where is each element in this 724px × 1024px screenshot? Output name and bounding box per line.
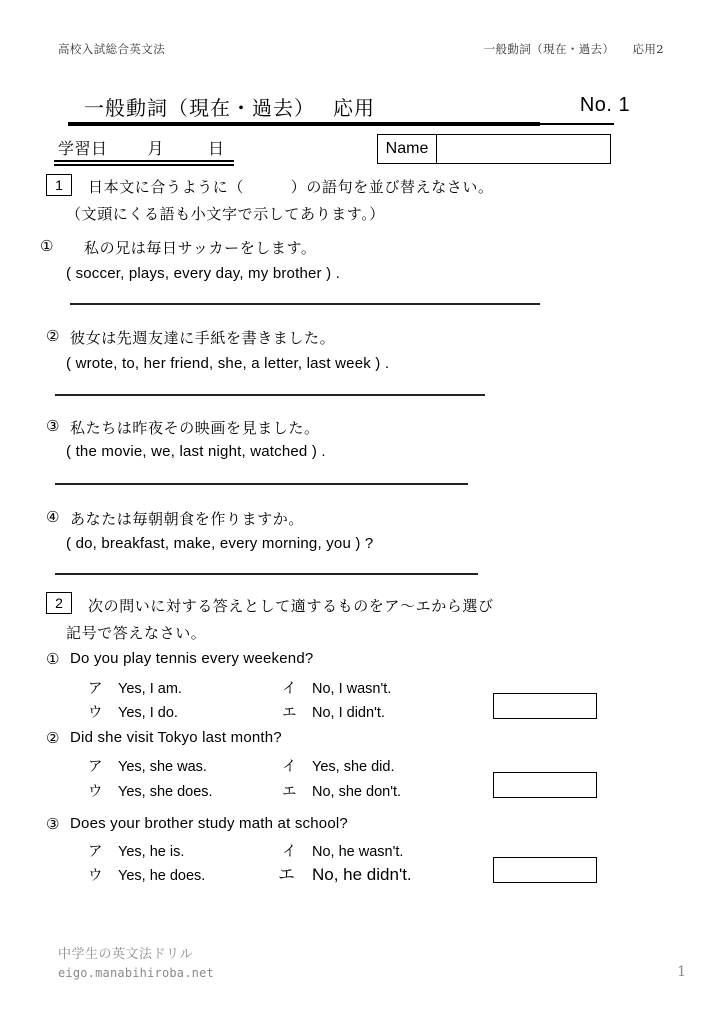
month-label: 月 [147,141,165,158]
section-1-number: 1 [46,174,72,196]
choice-mark: イ [282,759,297,775]
section-1-item-1-marker: ① [40,238,54,255]
section-1-item-2-answer-line[interactable] [55,394,485,396]
choice-mark: ウ [88,784,103,800]
study-date-underline-top [54,160,234,162]
page-title-sub: 応用 [333,98,375,120]
section-1-item-3-words: ( the movie, we, last night, watched ) . [66,443,326,460]
section-1-item-1-words: ( soccer, plays, every day, my brother ) . [66,265,341,282]
section-2-item-3-marker: ③ [46,816,60,833]
choice-text: Yes, she does. [118,784,213,800]
section-1-item-4-words: ( do, breakfast, make, every morning, you ) ? [66,535,374,552]
section-2-item-3-question: Does your brother study math at school? [70,815,348,832]
page-title [84,92,375,121]
choice-mark: エ [282,705,297,721]
choice-text: No, he wasn't. [312,844,404,860]
section-1-item-2-japanese: 彼女は先週友達に手紙を書きました。 [70,330,336,347]
section-2-item-2-choice-c[interactable] [88,780,213,801]
sheet-number: No. 1 [579,94,631,116]
section-2-instruction-line1: 次の問いに対する答えとして適するものをア～エから選び [88,598,494,615]
section-1-item-2-words: ( wrote, to, her friend, she, a letter, last week ) . [66,355,390,372]
section-2-item-1-choice-d[interactable] [282,701,385,722]
day-label: 日 [208,141,225,158]
choice-text: Yes, I am. [118,681,182,697]
choice-text: Yes, he does. [118,868,206,884]
footer-url: eigo.manabihiroba.net [58,966,214,980]
sheet-number-underline [539,123,614,125]
choice-text: No, he didn't. [312,865,412,884]
choice-mark: エ [278,865,295,884]
section-1-item-4-japanese: あなたは毎朝朝食を作りますか。 [70,511,305,528]
section-2-item-3-choice-d[interactable] [278,860,412,885]
section-1-item-4-answer-line[interactable] [55,573,478,575]
section-1-item-3-japanese: 私たちは昨夜その映画を見ました。 [70,420,320,437]
section-2-item-3-choice-c[interactable] [88,864,205,885]
section-1-item-2-marker: ② [46,328,60,345]
section-2-item-2-marker: ② [46,730,60,747]
choice-mark: ウ [88,868,103,884]
study-date-label: 学習日 [58,141,108,158]
page-title-main: 一般動詞（現在・過去） [84,98,315,120]
section-1-item-1-japanese: 私の兄は毎日サッカーをします。 [84,240,317,257]
choice-text: Yes, she did. [312,759,395,775]
choice-mark: イ [282,844,297,860]
choice-text: Yes, I do. [118,705,178,721]
choice-mark: イ [282,681,297,697]
choice-mark: ウ [88,705,103,721]
section-2-item-1-choice-a[interactable] [88,677,182,698]
section-2-item-2-choice-b[interactable] [282,755,395,776]
section-2-item-2-answer-box[interactable] [493,772,597,798]
title-underline [68,122,540,126]
running-head-topic: 一般動詞（現在・過去） [483,42,615,56]
section-1-instruction-line2: （文頭にくる語も小文字で示してあります。） [66,206,385,223]
section-1-item-1-answer-line[interactable] [70,303,540,305]
choice-text: No, I wasn't. [312,681,392,697]
section-2-item-1-choice-b[interactable] [282,677,391,698]
section-2-item-1-marker: ① [46,651,60,668]
running-head [58,41,684,59]
running-head-right [484,41,684,57]
section-1-instruction-line1: 日本文に合うように（ ）の語句を並び替えなさい。 [88,179,494,196]
section-2-instruction-line2: 記号で答えなさい。 [66,625,207,642]
footer [58,943,686,980]
choice-mark: ア [88,844,103,860]
running-head-level: 応用2 [632,42,664,56]
study-date-underline-bottom [54,164,234,166]
choice-mark: ア [88,681,103,697]
name-input[interactable] [437,135,610,163]
section-2-item-1-question: Do you play tennis every weekend? [70,650,314,667]
section-1-item-3-marker: ③ [46,418,60,435]
section-2-item-1-choice-c[interactable] [88,701,178,722]
section-1-item-3-answer-line[interactable] [55,483,468,485]
footer-brand: 中学生の英文法ドリル [58,947,194,962]
choice-text: No, she don't. [312,784,402,800]
section-2-item-2-choice-d[interactable] [282,780,401,801]
choice-text: Yes, she was. [118,759,207,775]
section-2-item-3-choice-b[interactable] [282,840,403,861]
section-2-item-1-answer-box[interactable] [493,693,597,719]
section-2-item-3-answer-box[interactable] [493,857,597,883]
page-number: 1 [677,964,686,980]
name-label: Name [378,135,437,163]
choice-mark: ア [88,759,103,775]
section-2-item-2-choice-a[interactable] [88,755,207,776]
section-1-item-4-marker: ④ [46,509,60,526]
section-2-item-3-choice-a[interactable] [88,840,184,861]
section-2-number: 2 [46,592,72,614]
section-2-item-2-question: Did she visit Tokyo last month? [70,729,282,746]
choice-mark: エ [282,784,297,800]
choice-text: Yes, he is. [118,844,185,860]
title-block [58,92,684,124]
name-box [377,134,611,164]
running-head-left: 高校入試総合英文法 [58,42,166,56]
study-date-block [58,136,248,166]
choice-text: No, I didn't. [312,705,385,721]
